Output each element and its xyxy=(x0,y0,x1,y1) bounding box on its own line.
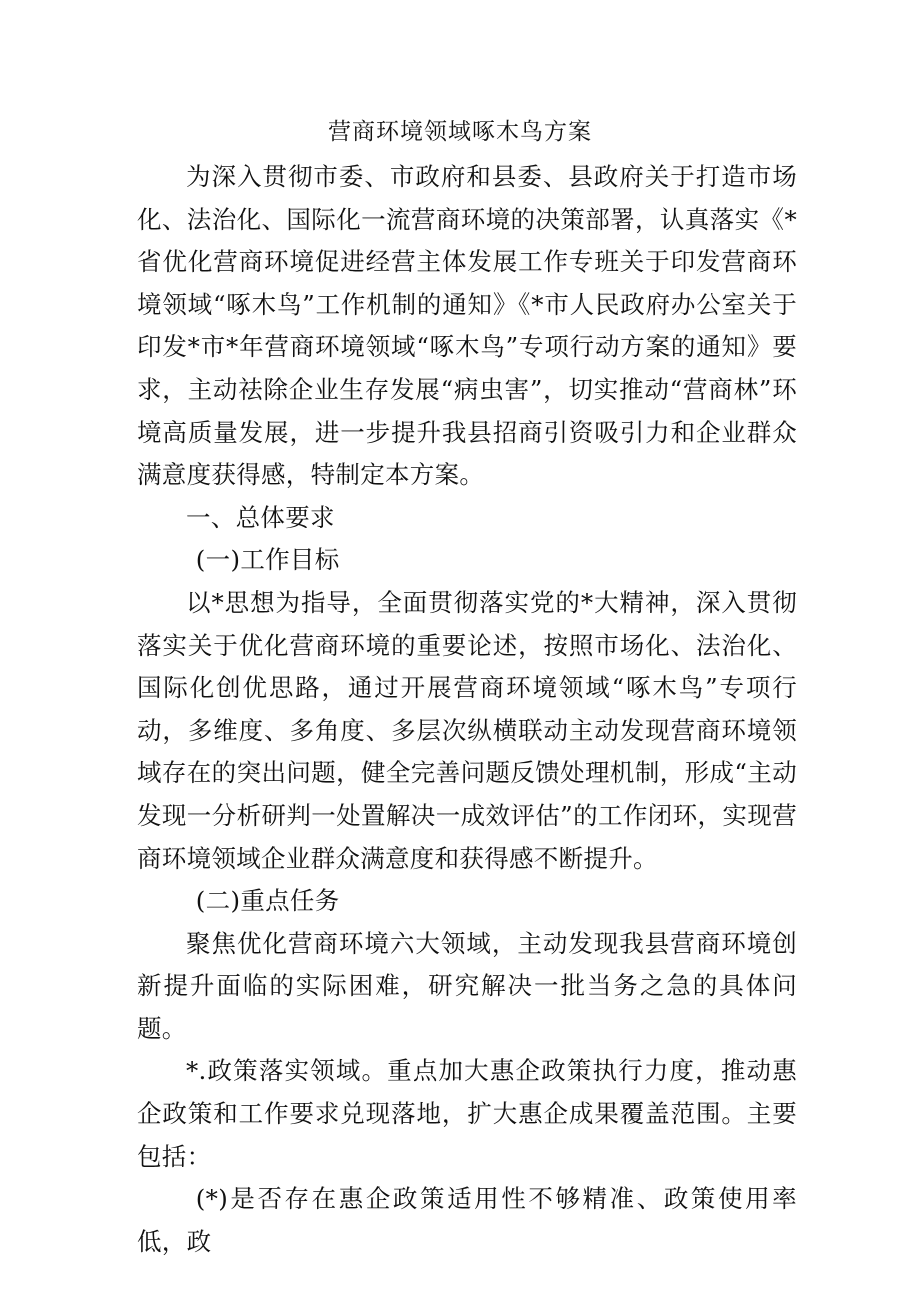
work-goals-paragraph: 以*思想为指导，全面贯彻落实党的*大精神，深入贯彻落实关于优化营商环境的重要论述，按照市场化、法治化、国际化创优思路，通过开展营商环境领域“啄木鸟”专项行动，多维度、多角度、多层次纵横联动主动发现营商环境领域存在的突出问题，健全完善问题反馈处理机制，形成“主动发现一分析研判一处置解决一成效评估”的工作闭环，实现营商环境领域企业群众满意度和获得感不断提升。 xyxy=(137,587,797,873)
intro-paragraph: 为深入贯彻市委、市政府和县委、县政府关于打造市场化、法治化、国际化一流营商环境的决策部署，认真落实《*省优化营商环境促进经营主体发展工作专班关于印发营商环境领域“啄木鸟”工作机制的通知》《*市人民政府办公室关于印发*市*年营商环境领域“啄木鸟”专项行动方案的通知》要求，主动祛除企业生存发展“病虫害”，切实推动“营商林”环境高质量发展，进一步提升我县招商引资吸引力和企业群众满意度获得感，特制定本方案。 xyxy=(137,162,797,490)
key-tasks-paragraph: 聚焦优化营商环境六大领域，主动发现我县营商环境创新提升面临的实际困难，研究解决一批当务之急的具体问题。 xyxy=(137,928,797,1043)
document-body xyxy=(137,156,797,1263)
policy-item-paragraph: (*)是否存在惠企政策适用性不够精准、政策使用率低，政 xyxy=(137,1184,797,1256)
policy-implementation-paragraph: *.政策落实领域。重点加大惠企政策执行力度，推动惠企政策和工作要求兑现落地，扩大惠企成果覆盖范围。主要包括： xyxy=(137,1056,797,1171)
subsection-heading-key-tasks: (二)重点任务 xyxy=(195,886,340,916)
subsection-heading-work-goals: (一)工作目标 xyxy=(195,545,340,575)
document-title: 营商环境领域啄木鸟方案 xyxy=(328,119,592,145)
section-heading-general-requirements: 一、总体要求 xyxy=(186,502,335,532)
